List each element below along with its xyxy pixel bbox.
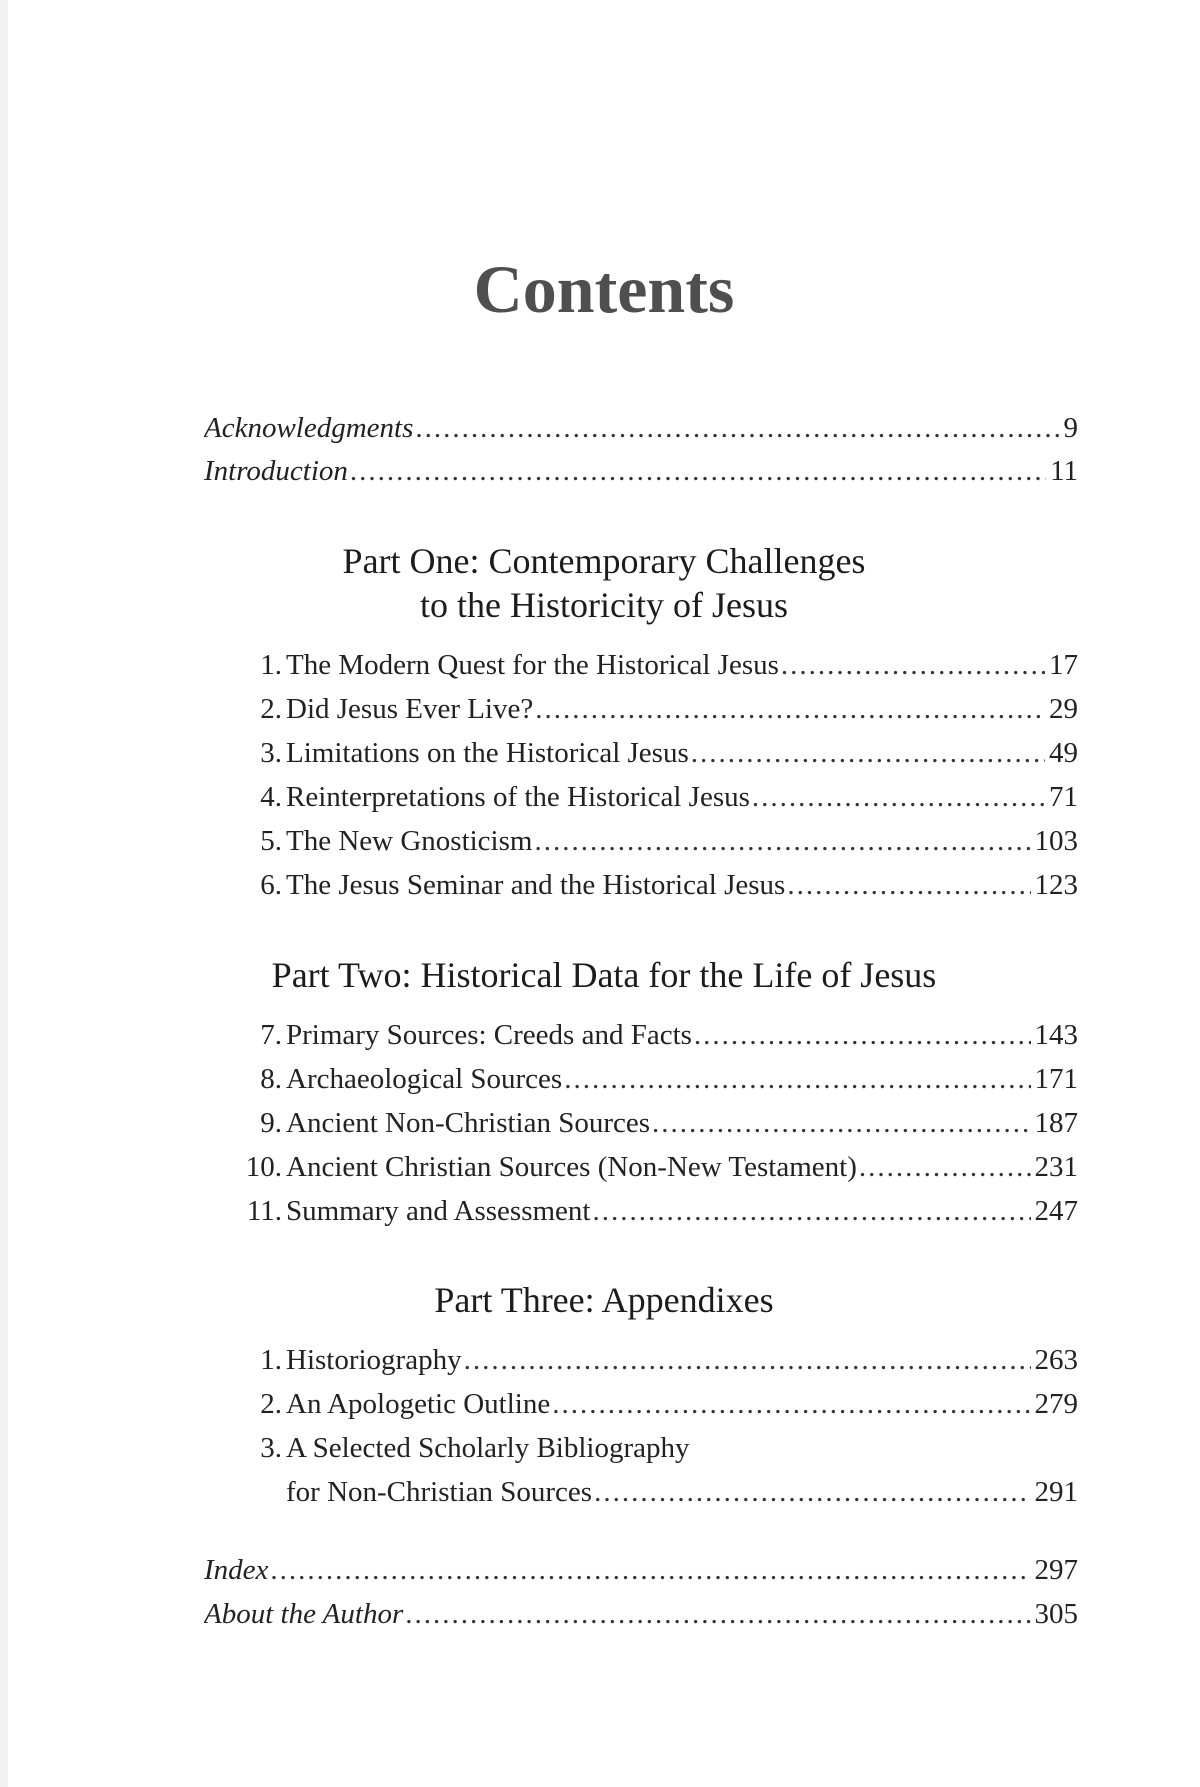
toc-entry-chapter[interactable] <box>234 1147 1078 1187</box>
toc-entry-label: Did Jesus Ever Live? <box>286 693 534 725</box>
appendix-number: 1. <box>260 1344 282 1376</box>
chapter-number: 2. <box>260 693 282 725</box>
dot-leader <box>405 1594 1030 1634</box>
toc-page-number: 247 <box>1034 1195 1078 1227</box>
toc-page-number: 11 <box>1050 455 1078 487</box>
dot-leader <box>652 1103 1030 1143</box>
toc-entry-label: A Selected Scholarly Bibliography <box>286 1432 690 1464</box>
dot-leader <box>415 408 1059 448</box>
toc-entry-label: The Jesus Seminar and the Historical Jesus <box>286 869 786 901</box>
dot-leader <box>564 1059 1030 1099</box>
toc-entry-appendix-continuation[interactable] <box>286 1472 1078 1512</box>
part-one-heading-line2: to the Historicity of Jesus <box>420 585 788 625</box>
dot-leader <box>552 1384 1030 1424</box>
toc-entry-chapter[interactable] <box>234 777 1078 817</box>
part-three-heading: Part Three: Appendixes <box>434 1280 774 1320</box>
toc-page-number: 291 <box>1034 1476 1078 1508</box>
chapter-number: 5. <box>260 825 282 857</box>
toc-page-number: 263 <box>1034 1344 1078 1376</box>
toc-entry-label: Ancient Non-Christian Sources <box>286 1107 651 1139</box>
toc-entry-chapter[interactable] <box>234 1191 1078 1231</box>
dot-leader <box>694 1015 1031 1055</box>
toc-page-number: 279 <box>1034 1388 1078 1420</box>
toc-page-number: 171 <box>1034 1063 1078 1095</box>
appendix-number: 3. <box>260 1432 282 1464</box>
toc-page-number: 17 <box>1049 649 1078 681</box>
toc-entry-label: About the Author <box>204 1598 404 1630</box>
page-title: Contents <box>473 251 735 327</box>
chapter-number: 7. <box>260 1019 282 1051</box>
dot-leader <box>350 451 1046 491</box>
toc-page-number: 71 <box>1049 781 1078 813</box>
toc-entry-label: Acknowledgments <box>204 412 414 444</box>
toc-entry-label: Historiography <box>286 1344 462 1376</box>
toc-entry-label: Ancient Christian Sources (Non-New Testament) <box>286 1151 857 1183</box>
toc-entry-label: The New Gnosticism <box>286 825 533 857</box>
dot-leader <box>593 1191 1031 1231</box>
toc-entry-chapter[interactable] <box>234 1059 1078 1099</box>
dot-leader <box>859 1147 1031 1187</box>
toc-page-number: 29 <box>1049 693 1078 725</box>
toc-entry-label: Introduction <box>204 455 348 487</box>
chapter-number: 11. <box>246 1195 282 1227</box>
toc-page-number: 305 <box>1034 1598 1078 1630</box>
chapter-number: 6. <box>260 869 282 901</box>
toc-page-number: 231 <box>1034 1151 1078 1183</box>
part-two-heading: Part Two: Historical Data for the Life of Jesus <box>271 955 937 995</box>
toc-entry-appendix[interactable] <box>234 1428 1078 1468</box>
toc-entry-chapter[interactable] <box>234 689 1078 729</box>
toc-entry-chapter[interactable] <box>234 821 1078 861</box>
toc-entry-label: Index <box>204 1554 269 1586</box>
chapter-number: 8. <box>260 1063 282 1095</box>
toc-entry-label: Limitations on the Historical Jesus <box>286 737 689 769</box>
toc-entry-chapter[interactable] <box>234 865 1078 905</box>
toc-page-number: 143 <box>1034 1019 1078 1051</box>
book-page <box>8 0 1200 1787</box>
dot-leader <box>464 1340 1031 1380</box>
dot-leader <box>534 821 1030 861</box>
toc-entry-label: Archaeological Sources <box>286 1063 563 1095</box>
toc-entry-label: Summary and Assessment <box>286 1195 591 1227</box>
dot-leader <box>535 689 1045 729</box>
toc-entry-label: The Modern Quest for the Historical Jesus <box>286 649 779 681</box>
dot-leader <box>787 865 1030 905</box>
chapter-number: 10. <box>245 1151 282 1183</box>
toc-entry-chapter[interactable] <box>234 645 1078 685</box>
toc-page-number: 297 <box>1034 1554 1078 1586</box>
appendix-number: 2. <box>260 1388 282 1420</box>
toc-page-number: 49 <box>1049 737 1078 769</box>
chapter-number: 1. <box>260 649 282 681</box>
toc-entry-chapter[interactable] <box>234 1103 1078 1143</box>
toc-page-number: 187 <box>1034 1107 1078 1139</box>
toc-entry-label: Reinterpretations of the Historical Jesus <box>286 781 750 813</box>
toc-entry-about-the-author[interactable] <box>204 1594 1078 1634</box>
chapter-number: 4. <box>260 781 282 813</box>
toc-entry-label: Primary Sources: Creeds and Facts <box>286 1019 692 1051</box>
toc-page-number: 123 <box>1034 869 1078 901</box>
toc-entry-acknowledgments[interactable] <box>204 408 1078 448</box>
toc-entry-index[interactable] <box>204 1550 1078 1590</box>
toc-entry-introduction[interactable] <box>204 451 1078 491</box>
toc-page-number: 103 <box>1034 825 1078 857</box>
dot-leader <box>691 733 1045 773</box>
dot-leader <box>270 1550 1030 1590</box>
chapter-number: 3. <box>260 737 282 769</box>
toc-entry-appendix[interactable] <box>234 1384 1078 1424</box>
dot-leader <box>594 1472 1030 1512</box>
toc-entry-label-continuation: for Non-Christian Sources <box>286 1476 593 1508</box>
toc-entry-appendix[interactable] <box>234 1340 1078 1380</box>
chapter-number: 9. <box>260 1107 282 1139</box>
toc-entry-chapter[interactable] <box>234 1015 1078 1055</box>
toc-entry-chapter[interactable] <box>234 733 1078 773</box>
dot-leader <box>781 645 1045 685</box>
toc-entry-label: An Apologetic Outline <box>286 1388 551 1420</box>
part-one-heading-line1: Part One: Contemporary Challenges <box>342 541 866 581</box>
dot-leader <box>752 777 1045 817</box>
toc-page-number: 9 <box>1063 412 1078 444</box>
